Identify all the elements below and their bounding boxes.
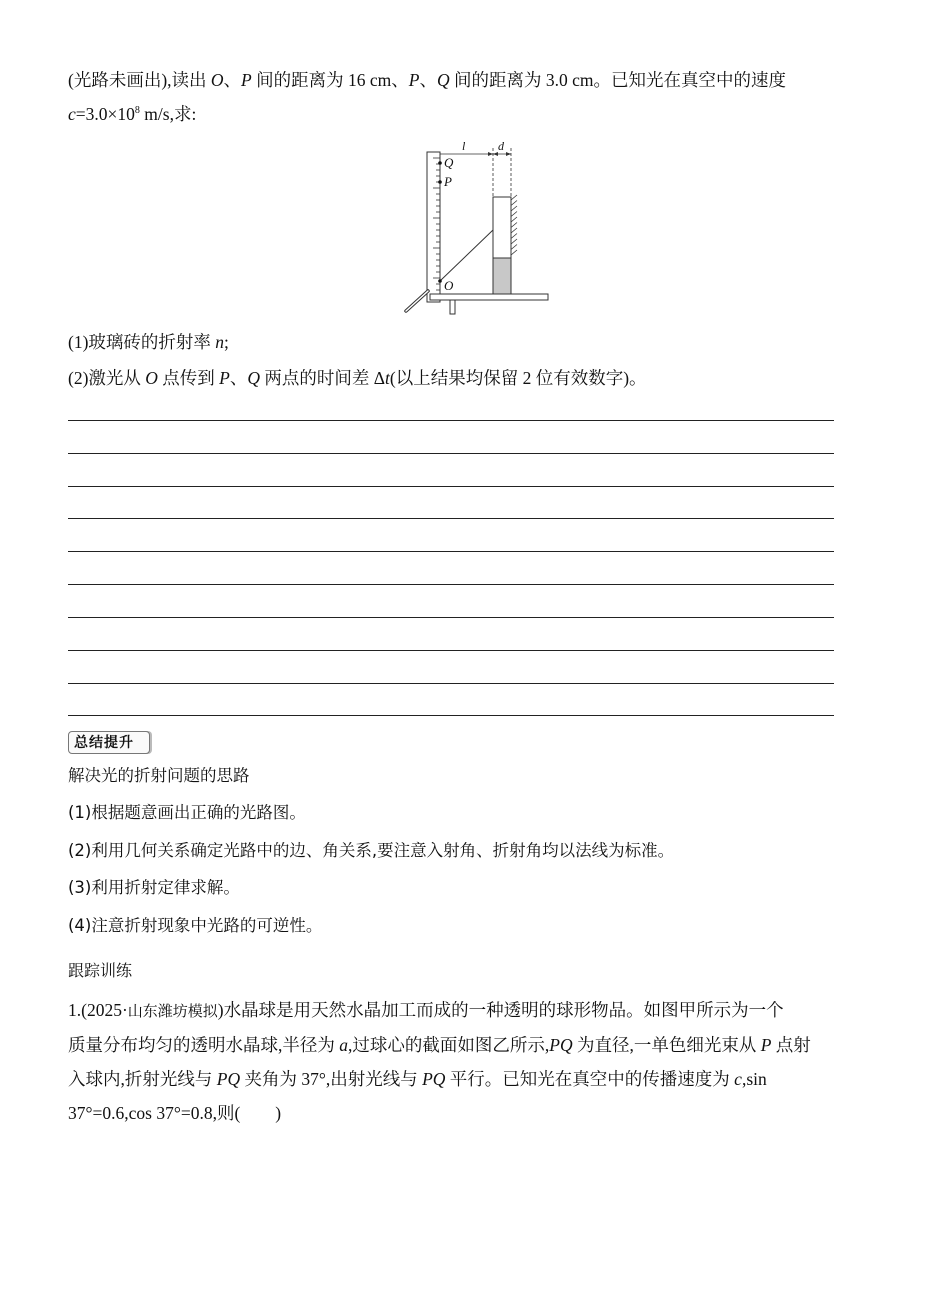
label-l: l bbox=[462, 140, 466, 153]
vertical-ruler bbox=[427, 152, 440, 302]
glass-shaded-part bbox=[493, 258, 511, 294]
summary-item-4: (4)注意折射现象中光路的可逆性。 bbox=[68, 916, 323, 935]
answer-line[interactable] bbox=[68, 715, 834, 716]
summary-item-2: (2)利用几何关系确定光路中的边、角关系,要注意入射角、折射角均以法线为标准。 bbox=[68, 841, 675, 860]
answer-line[interactable] bbox=[68, 683, 834, 684]
problem-line-2: $c=3.0\times 10^8$ m/s,求: bbox=[68, 104, 197, 124]
answer-line[interactable] bbox=[68, 551, 834, 552]
training-title: 跟踪训练 bbox=[68, 961, 133, 980]
base-plate bbox=[430, 294, 548, 300]
point-p bbox=[438, 180, 442, 184]
dimension-l-arrowhead bbox=[488, 152, 493, 156]
training-para-line-4: 37°=0.6,cos 37°=0.8,则( ) bbox=[68, 1103, 282, 1123]
answer-line[interactable] bbox=[68, 617, 834, 618]
answer-line[interactable] bbox=[68, 650, 834, 651]
hatch-stroke bbox=[511, 245, 517, 250]
answer-line[interactable] bbox=[68, 486, 834, 487]
point-q bbox=[438, 161, 442, 165]
question-1: (1)玻璃砖的折射率 n; bbox=[68, 332, 229, 352]
summary-badge bbox=[68, 728, 152, 754]
answer-line[interactable] bbox=[68, 584, 834, 585]
training-para-line-2: 质量分布均匀的透明水晶球,半径为 a,过球心的截面如图乙所示,PQ 为直径,一单色细光束从 P 点射 bbox=[68, 1035, 811, 1055]
laser-ray bbox=[440, 230, 493, 281]
hatch-stroke bbox=[511, 212, 517, 217]
training-para-line-3: 入球内,折射光线与 PQ 夹角为 37°,出射光线与 PQ 平行。已知光在真空中的传播速度为 c,sin bbox=[68, 1069, 767, 1089]
problem-line-1: (光路未画出),读出 O、P 间的距离为 16 cm、P、Q 间的距离为 3.0 cm。已知光在真空中的速度 bbox=[68, 70, 786, 90]
laser-pen-inner bbox=[406, 291, 428, 311]
summary-title: 解决光的折射问题的思路 bbox=[68, 766, 250, 785]
hatch-stroke bbox=[511, 234, 517, 239]
answer-line[interactable] bbox=[68, 453, 834, 454]
hatch-stroke bbox=[511, 217, 517, 222]
hatch-stroke bbox=[511, 223, 517, 228]
question-2: (2)激光从 O 点传到 P、Q 两点的时间差 Δt(以上结果均保留 2 位有效数字)。 bbox=[68, 368, 647, 388]
label-d: d bbox=[498, 140, 504, 153]
hatch-stroke bbox=[511, 250, 517, 255]
summary-badge-label: 总结提升 bbox=[74, 735, 134, 751]
label-p: P bbox=[444, 174, 452, 189]
label-o: O bbox=[444, 278, 454, 293]
stand-post bbox=[450, 300, 455, 314]
hatch-stroke bbox=[511, 195, 517, 200]
mirror-hatching bbox=[511, 195, 517, 255]
summary-item-3: (3)利用折射定律求解。 bbox=[68, 878, 240, 897]
summary-item-1: (1)根据题意画出正确的光路图。 bbox=[68, 803, 306, 822]
dimension-d-arrowhead-right bbox=[506, 152, 511, 156]
answer-line[interactable] bbox=[68, 518, 834, 519]
point-o bbox=[438, 279, 442, 283]
hatch-stroke bbox=[511, 206, 517, 211]
hatch-stroke bbox=[511, 228, 517, 233]
hatch-stroke bbox=[511, 239, 517, 244]
experiment-diagram bbox=[400, 140, 560, 320]
hatch-stroke bbox=[511, 201, 517, 206]
training-para-line-1: 1.(2025·山东潍坊模拟)水晶球是用天然水晶加工而成的一种透明的球形物品。如图甲所示为一个 bbox=[68, 1000, 784, 1020]
answer-line[interactable] bbox=[68, 420, 834, 421]
label-q: Q bbox=[444, 155, 454, 170]
